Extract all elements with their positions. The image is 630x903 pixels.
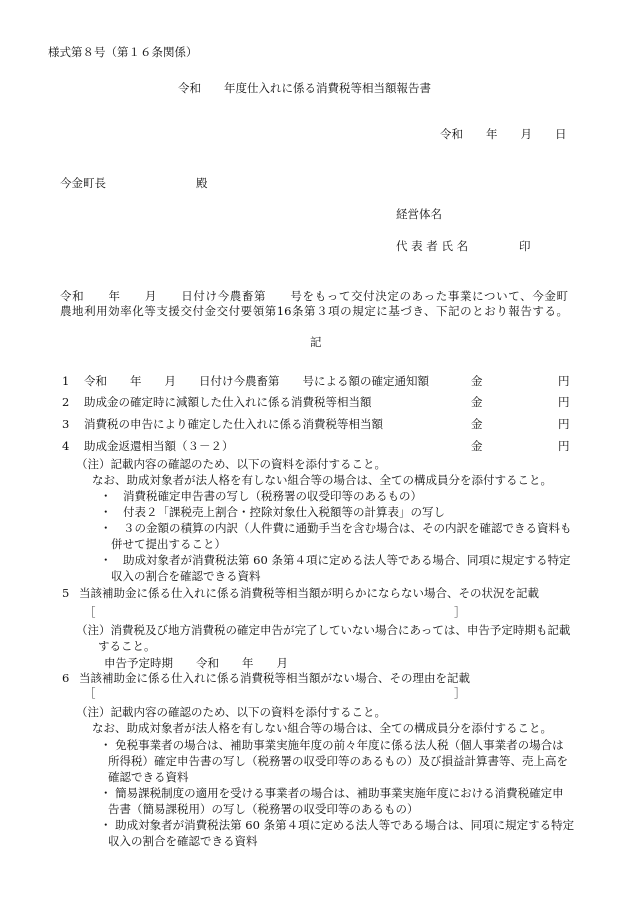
item6-bullet: ・ 免税事業者の場合は、補助事業実施年度の前々年度に係る法人税（個人事業者の場合は	[100, 738, 564, 752]
item6-note-sub: なお、助成対象者が法人格を有しない組合等の場合は、全ての構成員分を添付すること。	[92, 721, 552, 735]
item-yen: 円	[558, 395, 570, 409]
item-number: 4	[62, 439, 70, 453]
item6-bullet-cont: 確認できる資料	[108, 770, 189, 784]
item5-schedule: 申告予定時期 令和 年 月	[104, 656, 288, 670]
item6-note-title: （注）記載内容の確認のため、以下の資料を添付すること。	[76, 705, 387, 719]
item-kin: 金	[471, 439, 483, 453]
item-kin: 金	[471, 374, 483, 388]
item-row-2	[0, 395, 630, 409]
representative-label: 代 表 者 氏 名	[396, 239, 469, 253]
ki-heading: 記	[310, 335, 322, 349]
addressee-honorific: 殿	[196, 176, 208, 190]
item-number: 1	[62, 374, 70, 388]
note4-title: （注）記載内容の確認のため、以下の資料を添付すること。	[76, 457, 387, 471]
note4-bullet: ・ 消費税確定申告書の写し（税務署の収受印等のあるもの）	[100, 489, 422, 503]
item-row-3	[0, 417, 630, 431]
item6-number: 6	[62, 671, 70, 685]
seal-mark: 印	[519, 239, 531, 253]
item-yen: 円	[558, 374, 570, 388]
item6-bullet: ・ 簡易課税制度の適用を受ける事業者の場合は、補助事業実施年度における消費税確定申	[100, 786, 564, 800]
report-date: 令和 年 月 日	[440, 127, 567, 141]
item6-bullet-cont: 収入の割合を確認できる資料	[108, 834, 258, 848]
addressee-name: 今金町長	[60, 176, 106, 190]
item5-bracket-open: ［	[84, 605, 96, 619]
form-number: 様式第８号（第１６条関係）	[48, 45, 198, 59]
item5-note-cont: すること。	[98, 639, 156, 653]
item-text: 消費税の申告により確定した仕入れに係る消費税等相当額	[84, 417, 383, 431]
note4-bullet-cont: 併せて提出すること）	[111, 537, 226, 551]
item5-text: 当該補助金に係る仕入れに係る消費税等相当額が明らかにならない場合、その状況を記載	[79, 586, 539, 600]
item5-bracket-close: ］	[454, 605, 466, 619]
item-text: 令和 年 月 日付け今農畜第 号による額の確定通知額	[84, 374, 429, 388]
item6-bracket-open: ［	[84, 686, 96, 700]
item-number: 2	[62, 395, 70, 409]
item5-number: 5	[62, 586, 70, 600]
note4-bullet: ・ 付表２「課税売上割合・控除対象仕入税額等の計算表」の写し	[100, 505, 445, 519]
intro-line-2: 農地利用効率化等支援交付金交付要領第16条第３項の規定に基づき、下記のとおり報告する。	[60, 304, 568, 318]
entity-name-label: 経営体名	[396, 207, 442, 221]
item5-note: （注）消費税及び地方消費税の確定申告が完了していない場合にあっては、申告予定時期も記載	[76, 623, 571, 637]
item6-bullet-cont: 告書（簡易課税用）の写し（税務署の収受印等のあるもの）	[108, 802, 419, 816]
item6-text: 当該補助金に係る仕入れに係る消費税等相当額がない場合、その理由を記載	[79, 671, 470, 685]
item-row-1	[0, 374, 630, 388]
item-kin: 金	[471, 417, 483, 431]
item-text: 助成金返還相当額（３－２）	[84, 439, 234, 453]
item6-bracket-close: ］	[454, 686, 466, 700]
item6-bullet-cont: 所得税）確定申告書の写し（税務署の収受印等のあるもの）及び損益計算書等、売上高を	[108, 754, 568, 768]
note4-sub: なお、助成対象者が法人格を有しない組合等の場合は、全ての構成員分を添付すること。	[92, 473, 552, 487]
item-yen: 円	[558, 417, 570, 431]
item-yen: 円	[558, 439, 570, 453]
item-row-4	[0, 439, 630, 453]
note4-bullet-cont: 収入の割合を確認できる資料	[111, 569, 261, 583]
item-text: 助成金の確定時に減額した仕入れに係る消費税等相当額	[84, 395, 372, 409]
item6-bullet: ・ 助成対象者が消費税法第 60 条第４項に定める法人等である場合は、同項に規定する特定	[100, 818, 575, 832]
note4-bullet: ・ 助成対象者が消費税法第 60 条第４項に定める法人等である場合、同項に規定する特定	[100, 553, 571, 567]
intro-line-1: 令和 年 月 日付け今農畜第 号をもって交付決定のあった事業について、今金町	[60, 289, 568, 303]
item-kin: 金	[471, 395, 483, 409]
document-title: 令和 年度仕入れに係る消費税等相当額報告書	[178, 81, 431, 95]
note4-bullet: ・ ３の金額の積算の内訳（人件費に通勤手当を含む場合は、その内訳を確認できる資料も	[100, 521, 572, 535]
item-number: 3	[62, 417, 70, 431]
